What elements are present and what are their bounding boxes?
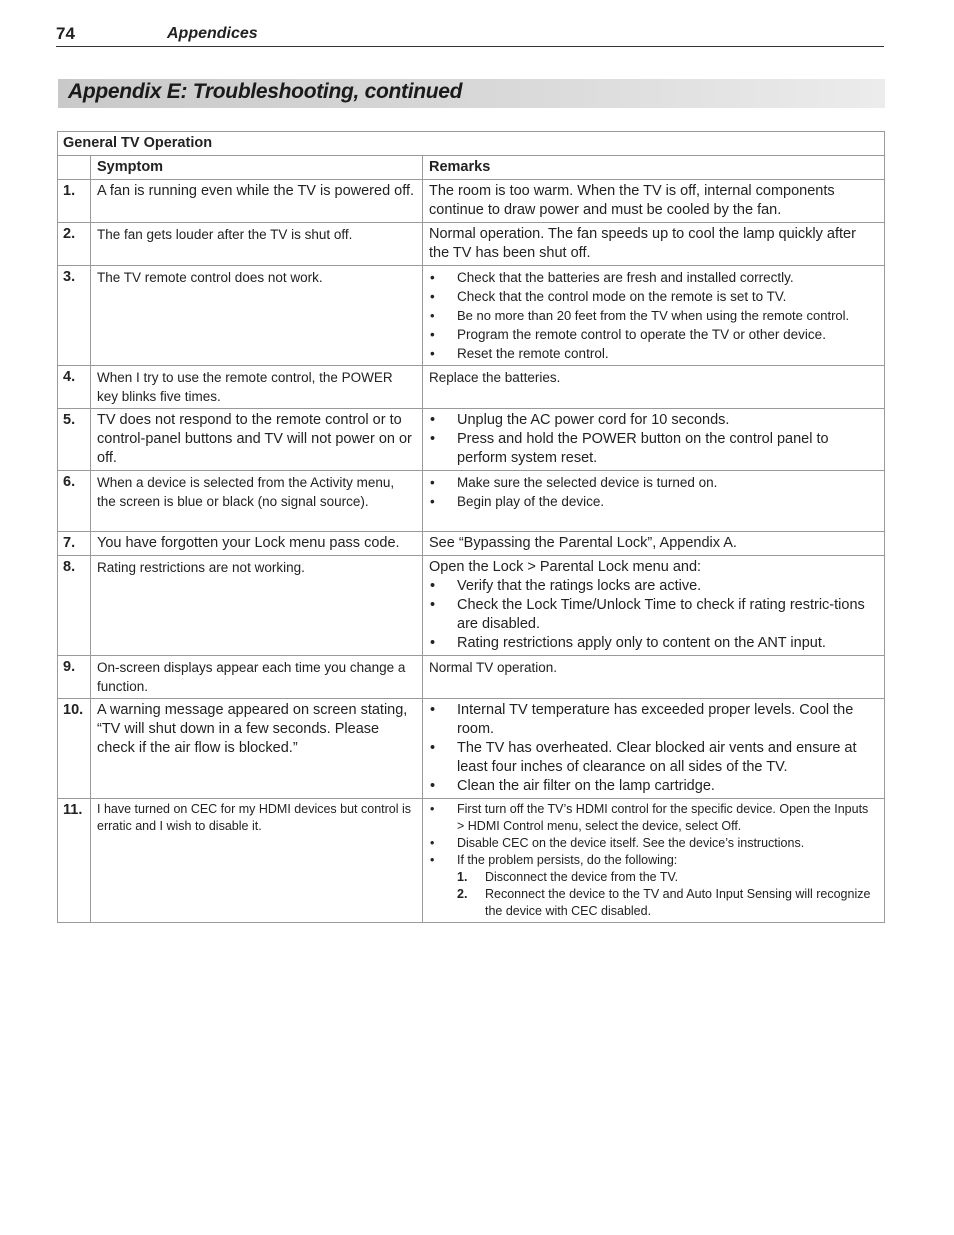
row-number: 11. <box>58 799 91 923</box>
remarks-cell <box>423 799 885 923</box>
remark-bullet: • The TV has overheated. Clear blocked air vents and ensure at least four inches of clearance on all sides of the TV. <box>429 739 878 777</box>
remark-bullet: • Check the Lock Time/Unlock Time to check if rating restric-tions are disabled. <box>429 596 878 634</box>
table-row <box>58 556 885 656</box>
row-number: 6. <box>58 471 91 532</box>
remark-bullet: • Internal TV temperature has exceeded proper levels. Cool the room. <box>429 701 878 739</box>
row-number: 8. <box>58 556 91 656</box>
table-row <box>58 180 885 223</box>
group-title: General TV Operation <box>58 132 885 156</box>
table-row <box>58 409 885 471</box>
table-row <box>58 366 885 409</box>
page-title: Appendix E: Troubleshooting, continued <box>68 80 463 103</box>
title-bar <box>58 79 885 108</box>
remarks-list <box>429 701 878 796</box>
section-name: Appendices <box>167 25 258 42</box>
remarks-cell <box>423 556 885 656</box>
step-text: Reconnect the device to the TV and Auto Input Sensing will recognize the device with CEC disabled. <box>485 887 871 918</box>
row-number: 5. <box>58 409 91 471</box>
remarks-cell: The room is too warm. When the TV is off, internal components continue to draw power and must be cooled by the fan. <box>423 180 885 223</box>
row-number: 7. <box>58 532 91 556</box>
table-row <box>58 656 885 699</box>
remark-bullet: • Check that the control mode on the remote is set to TV. <box>429 287 878 306</box>
remark-bullet: • Begin play of the device. <box>429 492 878 511</box>
remark-bullet: • Disable CEC on the device itself. See the device’s instructions. <box>429 835 878 852</box>
remark-bullet: • Clean the air filter on the lamp cartridge. <box>429 777 878 796</box>
remarks-list <box>429 801 878 869</box>
steps-list <box>429 869 878 920</box>
remarks-cell: Normal operation. The fan speeds up to cool the lamp quickly after the TV has been shut off. <box>423 223 885 266</box>
row-number: 1. <box>58 180 91 223</box>
remarks-cell <box>423 266 885 366</box>
remarks-list <box>429 473 878 511</box>
table-row <box>58 532 885 556</box>
page-number: 74 <box>56 24 75 43</box>
remarks-cell <box>423 699 885 799</box>
remark-bullet: • Press and hold the POWER button on the control panel to perform system reset. <box>429 430 878 468</box>
symptom-cell: You have forgotten your Lock menu pass code. <box>91 532 423 556</box>
step-number: 1. <box>457 870 468 884</box>
remarks-cell <box>423 471 885 532</box>
symptom-cell: The TV remote control does not work. <box>91 266 423 366</box>
row-number: 3. <box>58 266 91 366</box>
remarks-cell: Normal TV operation. <box>423 656 885 699</box>
remark-bullet: • Unplug the AC power cord for 10 seconds. <box>429 411 878 430</box>
remarks-list <box>429 577 878 653</box>
remark-bullet: • First turn off the TV’s HDMI control for the specific device. Open the Inputs > HDMI Control menu, select the device, select Off. <box>429 801 878 835</box>
symptom-cell: TV does not respond to the remote control or to control-panel buttons and TV will not power on or off. <box>91 409 423 471</box>
symptom-cell: A warning message appeared on screen stating, “TV will shut down in a few seconds. Please check if the air flow is blocked.” <box>91 699 423 799</box>
remarks-intro: Open the Lock > Parental Lock menu and: <box>429 559 702 575</box>
remarks-cell <box>423 409 885 471</box>
header-num-cell <box>58 156 91 180</box>
symptom-cell: A fan is running even while the TV is powered off. <box>91 180 423 223</box>
remark-bullet: • Reset the remote control. <box>429 344 878 363</box>
remark-bullet: • Check that the batteries are fresh and installed correctly. <box>429 268 878 287</box>
symptom-cell: Rating restrictions are not working. <box>91 556 423 656</box>
symptom-header: Symptom <box>91 156 423 180</box>
table-row <box>58 699 885 799</box>
remarks-list <box>429 411 878 468</box>
row-number: 2. <box>58 223 91 266</box>
remark-bullet: • If the problem persists, do the following: <box>429 852 878 869</box>
symptom-cell: When a device is selected from the Activity menu, the screen is blue or black (no signal source). <box>91 471 423 532</box>
remarks-header: Remarks <box>423 156 885 180</box>
symptom-cell: When I try to use the remote control, the POWER key blinks five times. <box>91 366 423 409</box>
page-header <box>56 24 884 47</box>
remark-bullet: • Verify that the ratings locks are active. <box>429 577 878 596</box>
remarks-cell: Replace the batteries. <box>423 366 885 409</box>
group-row <box>58 132 885 156</box>
symptom-cell: On-screen displays appear each time you change a function. <box>91 656 423 699</box>
table-row <box>58 799 885 923</box>
row-number: 10. <box>58 699 91 799</box>
remarks-list <box>429 268 878 363</box>
remark-bullet: • Program the remote control to operate the TV or other device. <box>429 325 878 344</box>
symptom-cell: The fan gets louder after the TV is shut off. <box>91 223 423 266</box>
troubleshooting-table <box>57 131 885 923</box>
remark-bullet: • Rating restrictions apply only to content on the ANT input. <box>429 634 878 653</box>
header-row <box>58 156 885 180</box>
row-number: 9. <box>58 656 91 699</box>
remarks-cell: See “Bypassing the Parental Lock”, Appendix A. <box>423 532 885 556</box>
table-row <box>58 471 885 532</box>
step-number: 2. <box>457 887 468 901</box>
step-text: Disconnect the device from the TV. <box>485 870 679 884</box>
remark-bullet: • Be no more than 20 feet from the TV when using the remote control. <box>429 306 878 325</box>
table-row <box>58 223 885 266</box>
step-item <box>457 869 878 886</box>
row-number: 4. <box>58 366 91 409</box>
step-item <box>457 886 878 920</box>
table-row <box>58 266 885 366</box>
symptom-cell: I have turned on CEC for my HDMI devices but control is erratic and I wish to disable it. <box>91 799 423 923</box>
remark-bullet: • Make sure the selected device is turned on. <box>429 473 878 492</box>
